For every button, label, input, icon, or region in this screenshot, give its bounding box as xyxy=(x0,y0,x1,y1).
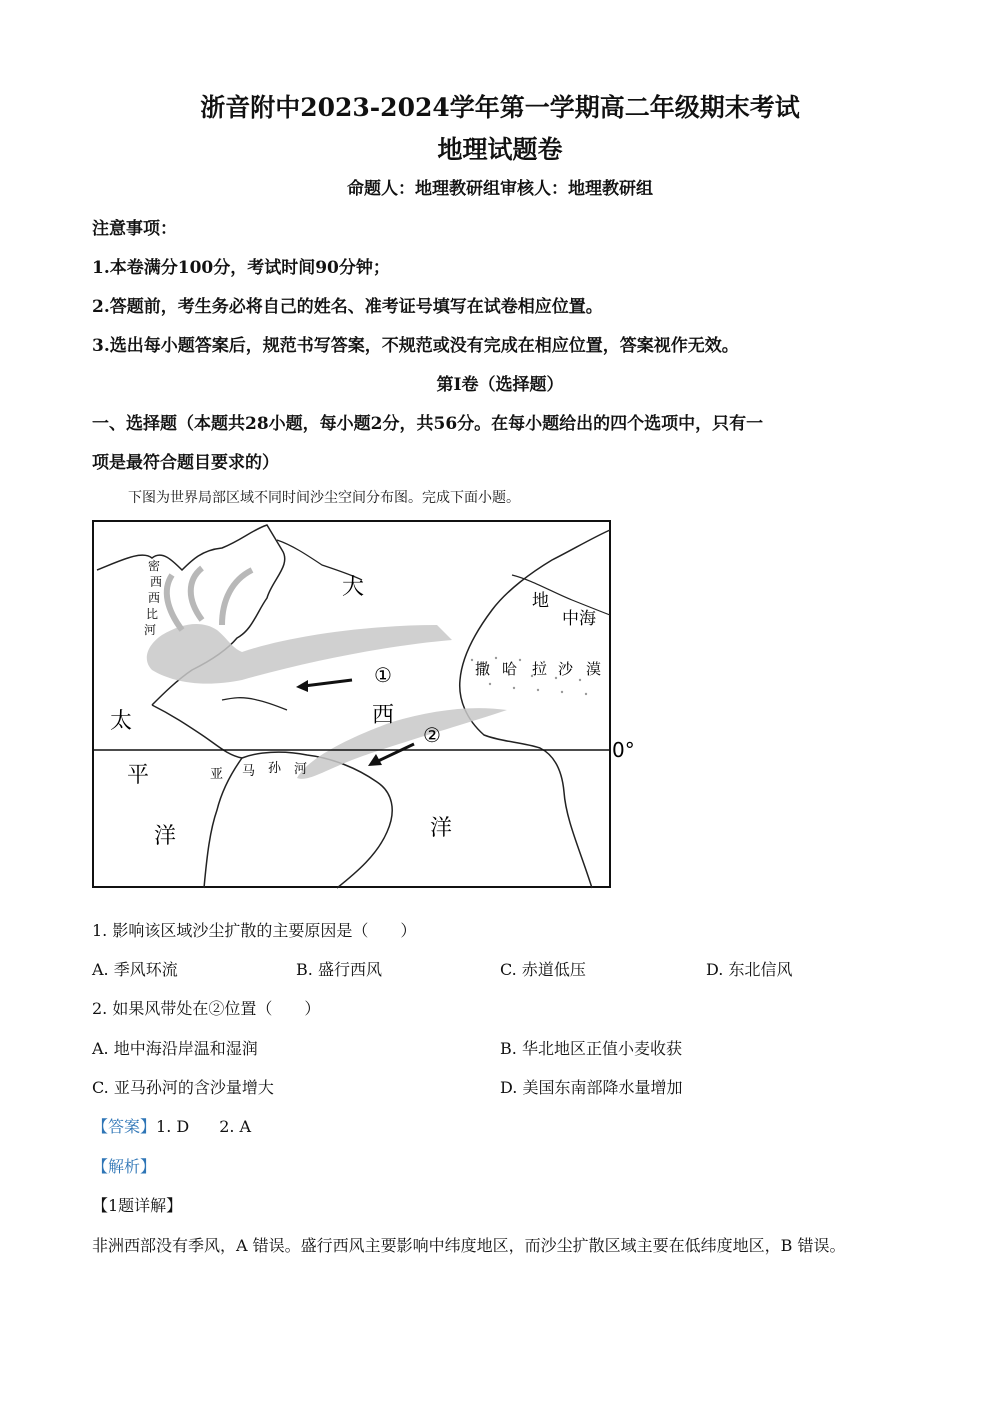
q2-option-b-text: 华北地区正值小麦收获 xyxy=(521,1039,682,1058)
label-mississippi-1: 密 xyxy=(148,559,161,573)
question-2-stem: 2. 如果风带处在②位置（ ） xyxy=(92,999,321,1018)
q2-option-b[interactable] xyxy=(500,1036,682,1059)
label-ocean-yang: 洋 xyxy=(430,816,453,841)
analysis-label: 【解析】 xyxy=(92,1157,157,1176)
q2-option-d-text: 美国东南部降水量增加 xyxy=(522,1078,683,1097)
label-sahara-4: 沙 xyxy=(558,660,574,678)
q1-option-a-key: A. xyxy=(92,960,109,979)
analysis-text: 非洲西部没有季风，A 错误。盛行西风主要影响中纬度地区，而沙尘扩散区域主要在低纬度地区，B 错误。 xyxy=(92,1236,846,1255)
label-amazon-2: 马 xyxy=(242,764,256,779)
label-ocean-xi: 西 xyxy=(372,703,395,728)
label-amazon-4: 河 xyxy=(294,762,308,777)
note-item-1: 1.本卷满分100分，考试时间90分钟； xyxy=(92,258,390,278)
label-mississippi-5: 河 xyxy=(144,623,157,637)
q1-option-d-key: D. xyxy=(706,960,724,979)
q1-option-a[interactable] xyxy=(92,957,178,980)
label-mississippi-4: 比 xyxy=(146,607,159,621)
label-sahara-3: 拉 xyxy=(532,660,548,678)
section-instruction-line2: 项是最符合题目要求的） xyxy=(92,453,279,473)
label-equator: 0° xyxy=(612,738,635,762)
exam-title: 浙音附中2023-2024学年第一学期高二年级期末考试 xyxy=(200,93,800,122)
analysis-detail-heading: 【1题详解】 xyxy=(92,1196,183,1215)
q1-option-b[interactable] xyxy=(296,957,382,980)
q1-option-d[interactable] xyxy=(706,957,792,980)
label-amazon-3: 孙 xyxy=(268,761,282,776)
label-mississippi-2: 西 xyxy=(150,575,163,589)
question-intro: 下图为世界局部区域不同时间沙尘空间分布图。完成下面小题。 xyxy=(128,490,520,506)
label-pacific-yang: 洋 xyxy=(154,824,177,849)
q2-option-b-key: B. xyxy=(500,1039,517,1058)
label-sahara-1: 撒 xyxy=(475,660,491,678)
note-item-3: 3.选出每小题答案后，规范书写答案，不规范或没有完成在相应位置，答案视作无效。 xyxy=(92,336,739,356)
answer-label: 【答案】 xyxy=(92,1117,157,1136)
q1-option-c-text: 赤道低压 xyxy=(521,960,586,979)
section-instruction-line1: 一、选择题（本题共28小题，每小题2分，共56分。在每小题给出的四个选项中，只有一 xyxy=(92,414,764,434)
answer-value-1: 1. D xyxy=(156,1117,190,1136)
note-item-2: 2.答题前，考生务必将自己的姓名、准考证号填写在试卷相应位置。 xyxy=(92,297,603,317)
dust-distribution-map xyxy=(92,520,652,890)
label-pacific-ping: 平 xyxy=(127,763,150,788)
exam-authors: 命题人：地理教研组审核人：地理教研组 xyxy=(347,179,653,199)
label-mississippi-3: 西 xyxy=(148,591,161,605)
label-sahara-2: 哈 xyxy=(502,660,518,678)
q2-option-a-text: 地中海沿岸温和湿润 xyxy=(113,1039,258,1058)
label-sahara-5: 漠 xyxy=(586,660,602,678)
q2-option-a-key: A. xyxy=(92,1039,109,1058)
q1-option-b-key: B. xyxy=(296,960,313,979)
q1-option-b-text: 盛行西风 xyxy=(317,960,382,979)
q2-option-c-text: 亚马孙河的含沙量增大 xyxy=(113,1078,274,1097)
label-mediterranean-zhonghai: 中海 xyxy=(562,609,596,629)
label-ocean-da: 大 xyxy=(342,575,365,600)
part-heading: 第I卷（选择题） xyxy=(436,375,564,395)
label-mediterranean-di: 地 xyxy=(532,591,549,611)
label-pacific-tai: 太 xyxy=(110,709,133,734)
q2-option-a[interactable] xyxy=(92,1036,258,1059)
marker-1: ① xyxy=(374,663,392,687)
marker-2: ② xyxy=(423,723,441,747)
exam-subtitle: 地理试题卷 xyxy=(437,135,563,164)
q2-option-d-key: D. xyxy=(500,1078,518,1097)
q1-option-c-key: C. xyxy=(500,960,517,979)
answer-line xyxy=(92,1114,251,1137)
label-amazon-1: 亚 xyxy=(210,767,224,782)
q2-option-d[interactable] xyxy=(500,1075,682,1098)
q1-option-a-text: 季风环流 xyxy=(113,960,178,979)
q1-option-c[interactable] xyxy=(500,957,586,980)
q1-option-d-text: 东北信风 xyxy=(728,960,793,979)
q2-option-c-key: C. xyxy=(92,1078,109,1097)
answer-value-2: 2. A xyxy=(219,1117,252,1136)
notes-heading: 注意事项： xyxy=(92,219,177,239)
q2-option-c[interactable] xyxy=(92,1075,274,1098)
question-1-stem: 1. 影响该区域沙尘扩散的主要原因是（ ） xyxy=(92,921,417,940)
